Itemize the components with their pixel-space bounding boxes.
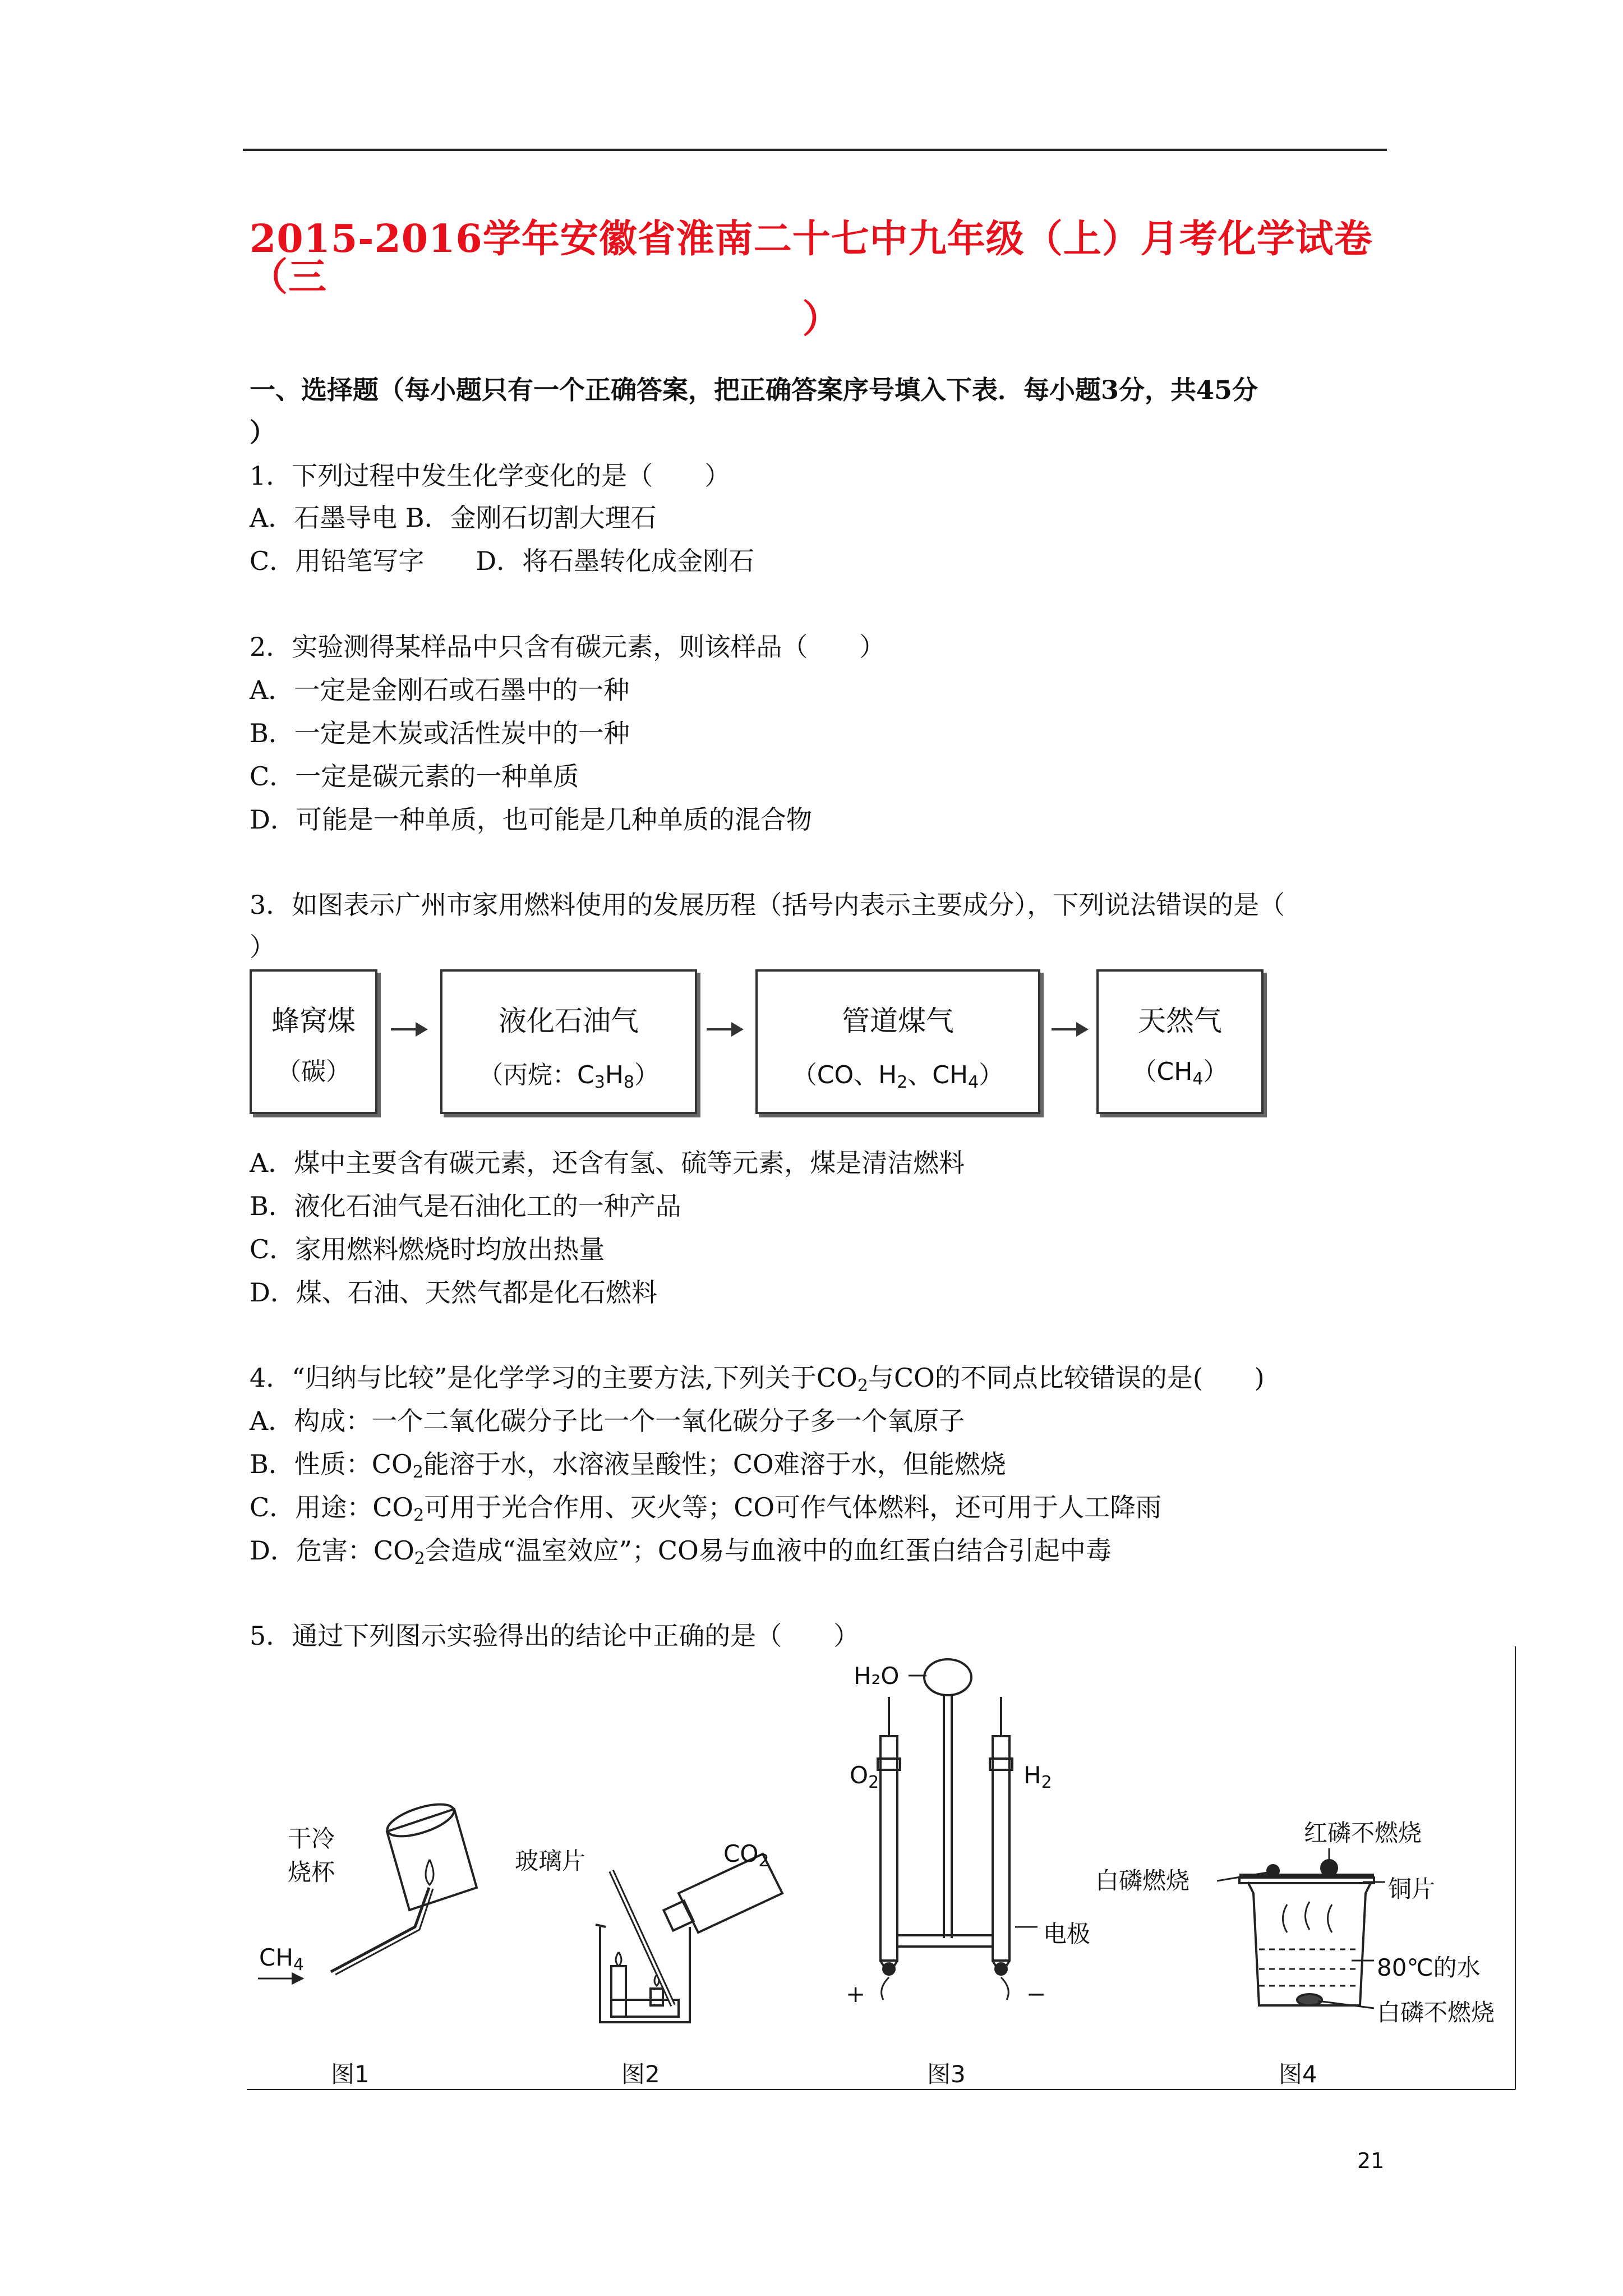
flow-arrow xyxy=(391,1028,425,1030)
q1-options-ab: A．石墨导电 B．金刚石切割大理石 xyxy=(250,503,657,533)
header-rule xyxy=(243,149,1387,151)
flow-arrow xyxy=(707,1028,740,1030)
q3-option-b: B．液化石油气是石油化工的一种产品 xyxy=(250,1191,681,1221)
label-o2: $O_2$ xyxy=(850,1761,879,1792)
flow-arrow xyxy=(1052,1028,1085,1030)
fig2-drawing xyxy=(596,1854,782,2022)
fig4-label: 图4 xyxy=(1279,2060,1317,2088)
section-heading-cont: ） xyxy=(250,417,275,448)
q2-option-b: B．一定是木炭或活性炭中的一种 xyxy=(250,718,630,748)
fig3-drawing xyxy=(878,1659,1038,2000)
page-title: 2015-2016学年安徽省淮南二十七中九年级（上）月考化学试卷（三 xyxy=(250,217,1373,300)
flow-box-lpg: 液化石油气 （丙烷：$C_3H_8$） xyxy=(440,969,697,1114)
q3-stem-cont: ） xyxy=(250,932,275,962)
fig2-label: 图2 xyxy=(621,2060,660,2088)
label-h2: $H_2$ xyxy=(1023,1761,1052,1792)
q1-stem: 1．下列过程中发生化学变化的是（ ） xyxy=(250,461,731,491)
q2-option-c: C．一定是碳元素的一种单质 xyxy=(250,761,579,792)
q3-option-a: A．煤中主要含有碳元素，还含有氢、硫等元素，煤是清洁燃料 xyxy=(250,1148,965,1178)
label-white-phosphorus-no: 白磷不燃烧 xyxy=(1377,1999,1495,2026)
label-ch4: $CH_4$ xyxy=(259,1944,305,1975)
page-number: 21 xyxy=(1357,2148,1385,2173)
label-minus: − xyxy=(1026,1980,1046,2008)
fig1-label: 图1 xyxy=(331,2060,370,2088)
flow-box-natural-gas: 天然气 $(CH_4)$ xyxy=(1096,969,1264,1114)
q4-option-d: D．危害：$CO_2$会造成“温室效应”；CO易与血液中的血红蛋白结合引起中毒 xyxy=(250,1535,1112,1568)
experiment-figure xyxy=(247,1646,1520,2101)
q2-option-d: D．可能是一种单质，也可能是几种单质的混合物 xyxy=(250,804,812,835)
q3-stem: 3．如图表示广州市家用燃料使用的发展历程（括号内表示主要成分），下列说法错误的是（ xyxy=(250,890,1285,920)
q4-stem: 4．“归纳与比较”是化学学习的主要方法,下列关于$CO_2$与CO的不同点比较错误的是( ) xyxy=(250,1363,1265,1396)
label-copper: 铜片 xyxy=(1388,1875,1436,1903)
fig4-drawing xyxy=(1217,1848,1385,2008)
label-plus: + xyxy=(846,1980,866,2008)
label-beaker: 烧杯 xyxy=(288,1858,335,1886)
flow-box-honeycomb-coal: 蜂窝煤 （碳） xyxy=(250,969,377,1114)
q4-option-a: A．构成：一个二氧化碳分子比一个一氧化碳分子多一个氧原子 xyxy=(250,1406,965,1436)
fig3-label: 图3 xyxy=(927,2060,966,2088)
label-glass-plate: 玻璃片 xyxy=(515,1847,586,1875)
q4-option-b: B．性质：$CO_2$能溶于水，水溶液呈酸性；CO难溶于水，但能燃烧 xyxy=(250,1449,1006,1482)
label-dry-cold: 干冷 xyxy=(288,1825,335,1852)
q5-stem: 5．通过下列图示实验得出的结论中正确的是（ ） xyxy=(250,1621,860,1651)
q4-option-c: C．用途：$CO_2$可用于光合作用、灭火等；CO可作气体燃料，还可用于人工降雨 xyxy=(250,1492,1162,1525)
q2-stem: 2．实验测得某样品中只含有碳元素，则该样品（ ） xyxy=(250,632,886,662)
label-red-phosphorus: 红磷不燃烧 xyxy=(1304,1819,1422,1847)
label-white-phosphorus-burn: 白磷燃烧 xyxy=(1095,1867,1190,1894)
q1-options-cd: C．用铅笔写字 D．将石墨转化成金刚石 xyxy=(250,546,755,576)
section-heading: 一、选择题（每小题只有一个正确答案，把正确答案序号填入下表．每小题3分，共45分 xyxy=(250,375,1258,405)
flow-box-pipeline-gas: 管道煤气 （CO、$H_2$、$CH_4$） xyxy=(755,969,1040,1114)
q3-option-d: D．煤、石油、天然气都是化石燃料 xyxy=(250,1277,657,1308)
page-title-cont: ） xyxy=(802,297,841,342)
label-h2o: H₂O xyxy=(854,1662,900,1690)
label-co2: $CO_2$ xyxy=(723,1840,769,1871)
fuel-flow-diagram xyxy=(250,964,1228,1118)
label-electrode: 电极 xyxy=(1043,1920,1091,1948)
label-water-80: 80℃的水 xyxy=(1377,1954,1481,1981)
experiment-drawings xyxy=(247,1646,1520,2101)
q2-option-a: A．一定是金刚石或石墨中的一种 xyxy=(250,675,630,705)
q3-option-c: C．家用燃料燃烧时均放出热量 xyxy=(250,1234,605,1264)
